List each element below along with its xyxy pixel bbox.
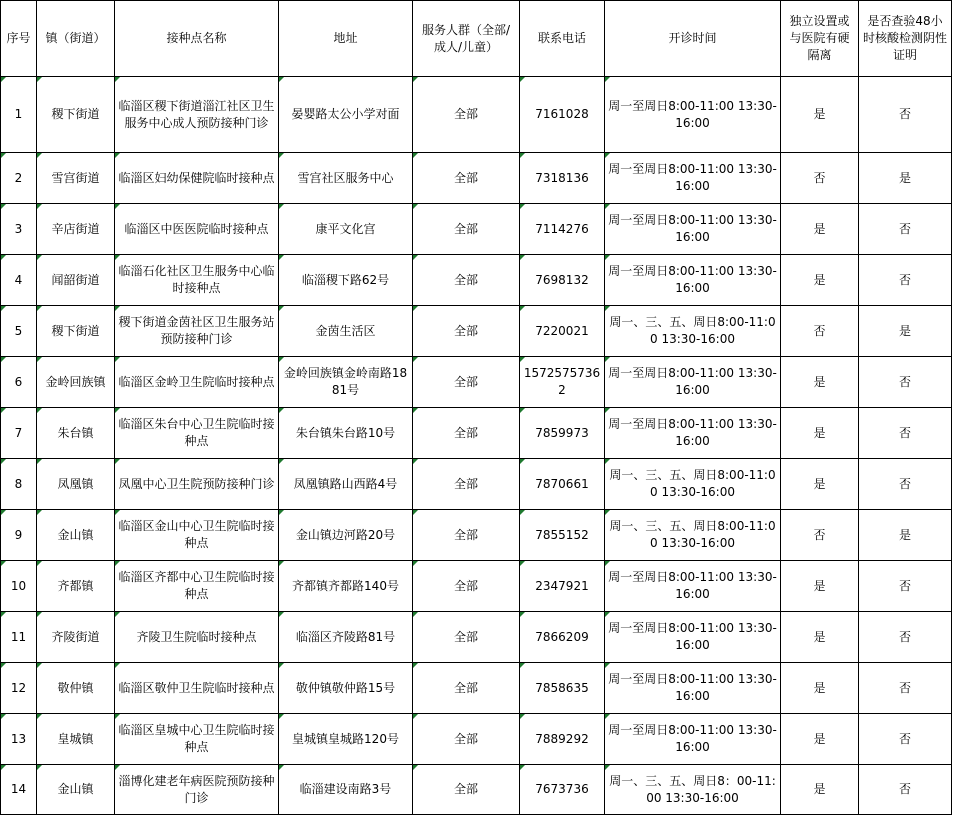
header-phone: 联系电话 bbox=[520, 1, 605, 77]
table-row bbox=[1, 459, 952, 510]
cell-group: 全部 bbox=[413, 408, 520, 459]
table-row bbox=[1, 714, 952, 765]
cell-isolated: 是 bbox=[781, 204, 859, 255]
cell-group: 全部 bbox=[413, 612, 520, 663]
cell-isolated: 是 bbox=[781, 561, 859, 612]
cell-isolated: 是 bbox=[781, 255, 859, 306]
cell-phone: 7870661 bbox=[520, 459, 605, 510]
header-isolation: 独立设置或与医院有硬隔离 bbox=[781, 1, 859, 77]
cell-check48h: 是 bbox=[859, 306, 952, 357]
cell-site: 临淄区金岭卫生院临时接种点 bbox=[115, 357, 279, 408]
cell-address: 凤凰镇路山西路4号 bbox=[279, 459, 413, 510]
cell-group: 全部 bbox=[413, 357, 520, 408]
cell-town: 闻韶街道 bbox=[37, 255, 115, 306]
cell-address: 金山镇边河路20号 bbox=[279, 510, 413, 561]
cell-isolated: 是 bbox=[781, 77, 859, 153]
cell-town: 齐陵街道 bbox=[37, 612, 115, 663]
header-town: 镇（街道） bbox=[37, 1, 115, 77]
cell-hours: 周一至周日8:00-11:00 13:30-16:00 bbox=[605, 204, 781, 255]
cell-address: 康平文化宫 bbox=[279, 204, 413, 255]
cell-site: 临淄区朱台中心卫生院临时接种点 bbox=[115, 408, 279, 459]
cell-site: 临淄区皇城中心卫生院临时接种点 bbox=[115, 714, 279, 765]
table-row bbox=[1, 765, 952, 815]
header-site-name: 接种点名称 bbox=[115, 1, 279, 77]
cell-check48h: 否 bbox=[859, 357, 952, 408]
cell-group: 全部 bbox=[413, 765, 520, 815]
cell-town: 金山镇 bbox=[37, 510, 115, 561]
table-row bbox=[1, 153, 952, 204]
cell-no: 14 bbox=[1, 765, 37, 815]
header-48h-check: 是否查验48小时核酸检测阴性证明 bbox=[859, 1, 952, 77]
cell-no: 8 bbox=[1, 459, 37, 510]
cell-no: 4 bbox=[1, 255, 37, 306]
cell-isolated: 是 bbox=[781, 459, 859, 510]
cell-isolated: 是 bbox=[781, 765, 859, 815]
cell-phone: 7318136 bbox=[520, 153, 605, 204]
cell-hours: 周一、三、五、周日8：00-11:00 13:30-16:00 bbox=[605, 765, 781, 815]
cell-hours: 周一至周日8:00-11:00 13:30-16:00 bbox=[605, 663, 781, 714]
cell-site: 临淄区敬仲卫生院临时接种点 bbox=[115, 663, 279, 714]
cell-site: 临淄区稷下街道淄江社区卫生服务中心成人预防接种门诊 bbox=[115, 77, 279, 153]
cell-address: 晏婴路太公小学对面 bbox=[279, 77, 413, 153]
cell-site: 淄博化建老年病医院预防接种门诊 bbox=[115, 765, 279, 815]
cell-phone: 7698132 bbox=[520, 255, 605, 306]
cell-no: 3 bbox=[1, 204, 37, 255]
header-service-group: 服务人群（全部/成人/儿童） bbox=[413, 1, 520, 77]
cell-address: 临淄建设南路3号 bbox=[279, 765, 413, 815]
cell-town: 齐都镇 bbox=[37, 561, 115, 612]
cell-address: 齐都镇齐都路140号 bbox=[279, 561, 413, 612]
cell-group: 全部 bbox=[413, 510, 520, 561]
cell-site: 临淄区齐都中心卫生院临时接种点 bbox=[115, 561, 279, 612]
cell-isolated: 是 bbox=[781, 612, 859, 663]
cell-phone: 7866209 bbox=[520, 612, 605, 663]
cell-check48h: 否 bbox=[859, 765, 952, 815]
header-address: 地址 bbox=[279, 1, 413, 77]
cell-hours: 周一至周日8:00-11:00 13:30-16:00 bbox=[605, 255, 781, 306]
cell-check48h: 否 bbox=[859, 255, 952, 306]
cell-check48h: 否 bbox=[859, 204, 952, 255]
cell-group: 全部 bbox=[413, 306, 520, 357]
table-row bbox=[1, 357, 952, 408]
cell-isolated: 否 bbox=[781, 306, 859, 357]
cell-no: 11 bbox=[1, 612, 37, 663]
cell-hours: 周一至周日8:00-11:00 13:30-16:00 bbox=[605, 612, 781, 663]
cell-town: 凤凰镇 bbox=[37, 459, 115, 510]
cell-group: 全部 bbox=[413, 153, 520, 204]
cell-no: 2 bbox=[1, 153, 37, 204]
cell-no: 5 bbox=[1, 306, 37, 357]
cell-group: 全部 bbox=[413, 204, 520, 255]
cell-phone: 7858635 bbox=[520, 663, 605, 714]
cell-address: 金岭回族镇金岭南路1881号 bbox=[279, 357, 413, 408]
cell-check48h: 是 bbox=[859, 153, 952, 204]
cell-group: 全部 bbox=[413, 663, 520, 714]
cell-address: 雪宫社区服务中心 bbox=[279, 153, 413, 204]
cell-site: 临淄区中医医院临时接种点 bbox=[115, 204, 279, 255]
table-row bbox=[1, 663, 952, 714]
cell-isolated: 是 bbox=[781, 663, 859, 714]
table-row bbox=[1, 612, 952, 663]
cell-no: 6 bbox=[1, 357, 37, 408]
cell-check48h: 否 bbox=[859, 663, 952, 714]
cell-hours: 周一至周日8:00-11:00 13:30-16:00 bbox=[605, 561, 781, 612]
cell-site: 临淄石化社区卫生服务中心临时接种点 bbox=[115, 255, 279, 306]
cell-isolated: 是 bbox=[781, 714, 859, 765]
cell-no: 13 bbox=[1, 714, 37, 765]
header-row bbox=[1, 1, 952, 77]
cell-town: 金山镇 bbox=[37, 765, 115, 815]
cell-site: 临淄区金山中心卫生院临时接种点 bbox=[115, 510, 279, 561]
cell-address: 金茵生活区 bbox=[279, 306, 413, 357]
cell-isolated: 是 bbox=[781, 408, 859, 459]
cell-hours: 周一至周日8:00-11:00 13:30-16:00 bbox=[605, 77, 781, 153]
cell-address: 敬仲镇敬仲路15号 bbox=[279, 663, 413, 714]
cell-phone: 2347921 bbox=[520, 561, 605, 612]
cell-check48h: 否 bbox=[859, 561, 952, 612]
cell-phone: 7114276 bbox=[520, 204, 605, 255]
table-row bbox=[1, 77, 952, 153]
cell-check48h: 否 bbox=[859, 714, 952, 765]
cell-group: 全部 bbox=[413, 255, 520, 306]
cell-no: 12 bbox=[1, 663, 37, 714]
cell-site: 稷下街道金茵社区卫生服务站预防接种门诊 bbox=[115, 306, 279, 357]
cell-site: 齐陵卫生院临时接种点 bbox=[115, 612, 279, 663]
cell-town: 辛店街道 bbox=[37, 204, 115, 255]
cell-group: 全部 bbox=[413, 714, 520, 765]
cell-check48h: 否 bbox=[859, 459, 952, 510]
cell-no: 10 bbox=[1, 561, 37, 612]
cell-phone: 7859973 bbox=[520, 408, 605, 459]
table-row bbox=[1, 561, 952, 612]
cell-isolated: 是 bbox=[781, 357, 859, 408]
cell-hours: 周一、三、五、周日8:00-11:00 13:30-16:00 bbox=[605, 459, 781, 510]
table-row bbox=[1, 306, 952, 357]
table-row bbox=[1, 255, 952, 306]
cell-site: 凤凰中心卫生院预防接种门诊 bbox=[115, 459, 279, 510]
header-no: 序号 bbox=[1, 1, 37, 77]
cell-phone: 7889292 bbox=[520, 714, 605, 765]
cell-hours: 周一至周日8:00-11:00 13:30-16:00 bbox=[605, 714, 781, 765]
cell-isolated: 否 bbox=[781, 510, 859, 561]
cell-no: 7 bbox=[1, 408, 37, 459]
cell-check48h: 否 bbox=[859, 612, 952, 663]
cell-check48h: 是 bbox=[859, 510, 952, 561]
cell-hours: 周一至周日8:00-11:00 13:30-16:00 bbox=[605, 408, 781, 459]
table-row bbox=[1, 510, 952, 561]
cell-town: 皇城镇 bbox=[37, 714, 115, 765]
cell-hours: 周一至周日8:00-11:00 13:30-16:00 bbox=[605, 153, 781, 204]
cell-site: 临淄区妇幼保健院临时接种点 bbox=[115, 153, 279, 204]
cell-no: 1 bbox=[1, 77, 37, 153]
cell-phone: 15725757362 bbox=[520, 357, 605, 408]
cell-town: 稷下街道 bbox=[37, 77, 115, 153]
cell-town: 金岭回族镇 bbox=[37, 357, 115, 408]
cell-phone: 7673736 bbox=[520, 765, 605, 815]
cell-address: 临淄稷下路62号 bbox=[279, 255, 413, 306]
cell-no: 9 bbox=[1, 510, 37, 561]
cell-address: 朱台镇朱台路10号 bbox=[279, 408, 413, 459]
cell-address: 临淄区齐陵路81号 bbox=[279, 612, 413, 663]
cell-isolated: 否 bbox=[781, 153, 859, 204]
header-hours: 开诊时间 bbox=[605, 1, 781, 77]
table-row bbox=[1, 204, 952, 255]
cell-group: 全部 bbox=[413, 77, 520, 153]
cell-hours: 周一、三、五、周日8:00-11:00 13:30-16:00 bbox=[605, 510, 781, 561]
cell-group: 全部 bbox=[413, 561, 520, 612]
cell-check48h: 否 bbox=[859, 77, 952, 153]
cell-hours: 周一、三、五、周日8:00-11:00 13:30-16:00 bbox=[605, 306, 781, 357]
cell-phone: 7855152 bbox=[520, 510, 605, 561]
cell-town: 稷下街道 bbox=[37, 306, 115, 357]
cell-town: 雪宫街道 bbox=[37, 153, 115, 204]
cell-check48h: 否 bbox=[859, 408, 952, 459]
cell-town: 朱台镇 bbox=[37, 408, 115, 459]
cell-address: 皇城镇皇城路120号 bbox=[279, 714, 413, 765]
cell-phone: 7220021 bbox=[520, 306, 605, 357]
cell-phone: 7161028 bbox=[520, 77, 605, 153]
cell-hours: 周一至周日8:00-11:00 13:30-16:00 bbox=[605, 357, 781, 408]
cell-town: 敬仲镇 bbox=[37, 663, 115, 714]
cell-group: 全部 bbox=[413, 459, 520, 510]
table-row bbox=[1, 408, 952, 459]
